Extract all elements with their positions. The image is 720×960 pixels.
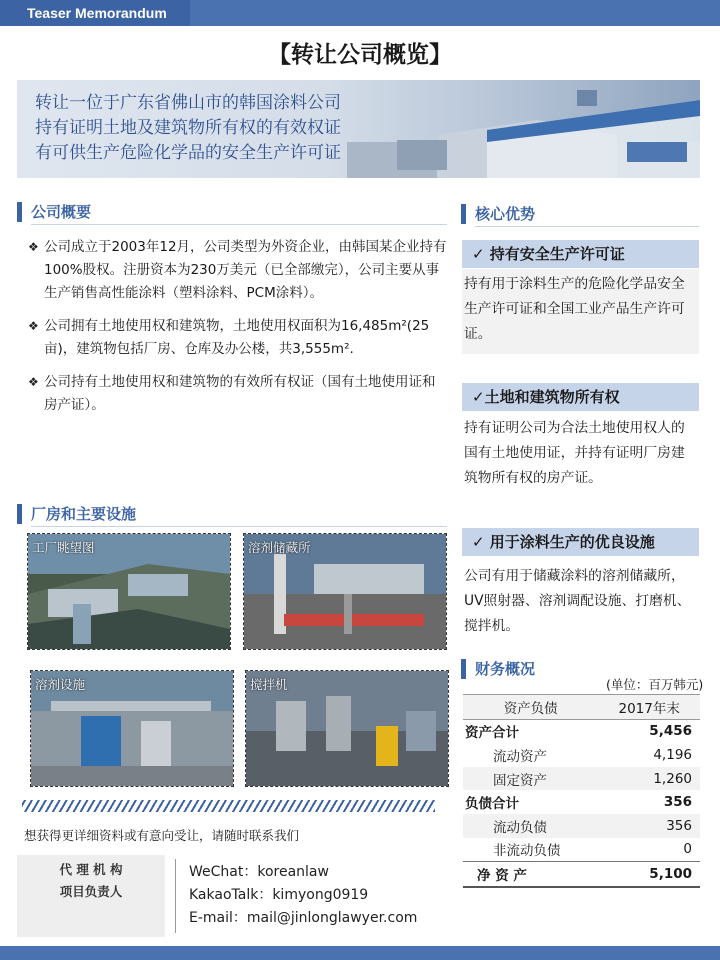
hatch-divider (22, 800, 435, 812)
contact-roles (17, 855, 165, 937)
advantage-heading: ✓ 用于涂料生产的优良设施 (462, 528, 699, 556)
diamond-bullet-icon: ❖ (28, 240, 39, 254)
agency-label: 代 理 机 构 (59, 862, 123, 877)
section-advantages-heading (461, 202, 701, 226)
photo-caption: 工厂眺望图 (32, 540, 95, 555)
photo-solvent-storage (243, 533, 447, 650)
photo-mixer (245, 670, 449, 787)
table-row: 净 资 产 5,100 (463, 862, 700, 887)
photo-caption: 溶剂储藏所 (248, 540, 311, 555)
divider (175, 859, 176, 933)
contact-info (189, 861, 417, 930)
section-facilities-heading (17, 502, 447, 526)
table-row: 非流动负债 0 (493, 841, 692, 860)
diamond-bullet-icon: ❖ (28, 375, 39, 389)
hero-lines (35, 91, 341, 166)
email-text: E-mail：mail@jinlonglawyer.com (189, 910, 418, 926)
section-title: 核心优势 (475, 205, 536, 223)
table-row: 流动负债 356 (463, 814, 700, 838)
list-item: ❖ 公司成立于2003年12月，公司类型为外资企业，由韩国某企业持有100%股权。注册资本为230万美元（已全部缴完），公司主要从事生产销售高性能涂料（塑料涂料、PCM涂料）。 (28, 236, 448, 305)
column-header: 资产负债 (463, 695, 604, 720)
table-row: 负债合计 356 (465, 794, 692, 813)
table-row: 固定资产 1,260 (463, 767, 700, 791)
page-title: 【转让公司概览】 (268, 42, 452, 68)
advantage-heading: ✓ 持有安全生产许可证 (462, 240, 699, 268)
section-title: 厂房和主要设施 (31, 505, 137, 523)
hero-line: 有可供生产危险化学品的安全生产许可证 (35, 143, 341, 163)
footer-bar (0, 946, 720, 960)
advantage-body: 公司有用于储藏涂料的溶剂储藏所，UV照射器、溶剂调配设施、打磨机、搅拌机。 (462, 561, 699, 646)
advantage-body: 持有用于涂料生产的危险化学品安全生产许可证和全国工业产品生产许可证。 (462, 269, 699, 354)
diamond-bullet-icon: ❖ (28, 319, 39, 333)
hero-banner (17, 80, 700, 178)
advantage-heading: ✓土地和建筑物所有权 (462, 383, 699, 411)
hero-line: 转让一位于广东省佛山市的韩国涂料公司 (35, 93, 341, 113)
list-item: ❖ 公司持有土地使用权和建筑物的有效所有权证（国有土地使用证和房产证）。 (28, 371, 448, 417)
table-header-row (463, 695, 700, 720)
photo-solvent-facility (30, 670, 234, 787)
finance-table (463, 694, 700, 888)
wechat-text: WeChat：koreanlaw (189, 864, 329, 880)
photo-factory-view (27, 533, 231, 650)
advantage-body: 持有证明公司为合法土地使用权人的国有土地使用证，并持有证明厂房建筑物所有权的房产证。 (462, 413, 699, 498)
table-row: 流动资产 4,196 (493, 746, 692, 765)
section-title: 财务概况 (475, 660, 536, 678)
photo-caption: 溶剂设施 (35, 677, 86, 692)
header-bar (0, 0, 720, 26)
hero-line: 持有证明土地及建筑物所有权的有效权证 (35, 118, 341, 138)
table-row: 资产合计 5,456 (465, 723, 692, 742)
section-title: 公司概要 (31, 203, 92, 221)
list-item: ❖ 公司拥有土地使用权和建筑物，土地使用权面积为16,485m²(25亩)，建筑物包括厂房、仓库及办公楼，共3,555m². (28, 315, 448, 361)
header-label: Teaser Memorandum (0, 0, 190, 26)
overview-bullets (28, 236, 448, 427)
project-lead-label: 项目负责人 (59, 884, 123, 899)
unit-note: (单位：百万韩元) (606, 677, 704, 692)
kakao-text: KakaoTalk：kimyong0919 (189, 887, 369, 903)
contact-lead: 想获得更详细资料或有意向受让，请随时联系我们 (24, 828, 300, 843)
contact-box (17, 855, 437, 937)
photo-caption: 搅拌机 (250, 677, 288, 692)
column-header: 2017年末 (604, 695, 700, 720)
section-overview-heading (17, 200, 447, 224)
